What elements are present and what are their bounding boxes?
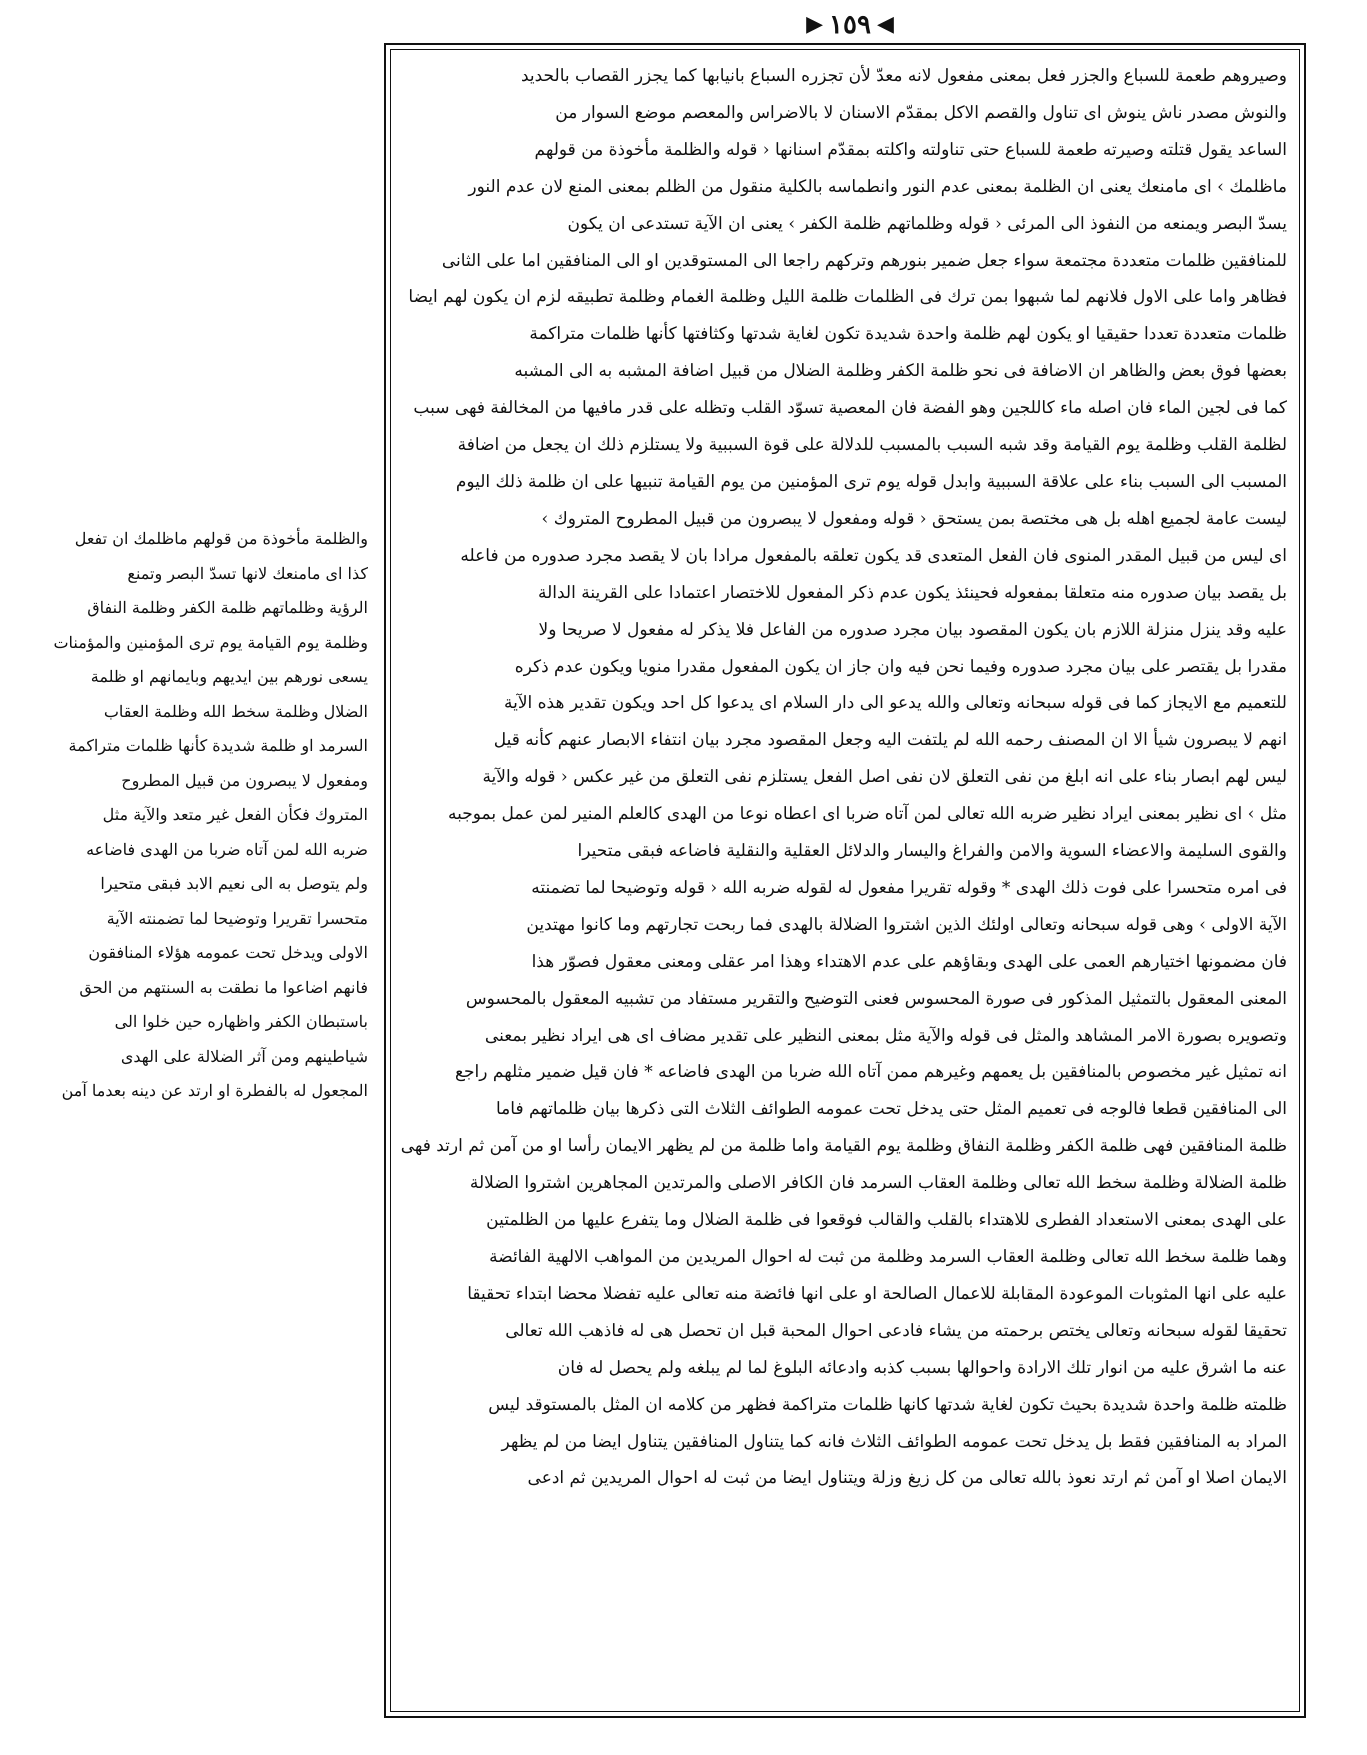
main-text-line: يسدّ البصر ويمنعه من النفوذ الى المرئى ‹ قوله وظلماتهم ظلمة الكفر › يعنى ان الآية تستدعى ان يكون [567, 213, 1287, 234]
margin-gloss [6, 522, 368, 1100]
main-text-line: وصيروهم طعمة للسباع والجزر فعل بمعنى مفعول لانه معدّ لأن تجزره السباع بانيابها كما يجزر القصاب بالحديد [520, 66, 1287, 86]
main-text-frame [384, 43, 1306, 1718]
main-text-line: انهم لا يبصرون شيأ الا ان المصنف رحمه الله لم يلتفت اليه وجعل المقصود مجرد بيان انتفاء الابصار عنهم كأنه قيل [493, 730, 1287, 751]
gloss-line: الضلال وظلمة سخط الله وظلمة العقاب [103, 701, 368, 721]
main-text-line: المراد به المنافقين فقط بل يدخل تحت عمومه الطوائف الثلاث فانه كما يتناول المنافقين يتناول ايضا من لم يظهر [501, 1431, 1287, 1452]
main-text-line: والنوش مصدر ناش ينوش اى تناول والقصم الاكل بمقدّم الاسنان لا بالاضراس والمعصم موضع السوار من [555, 102, 1287, 123]
main-text-line: الآية الاولى › وهى قوله سبحانه وتعالى اولئك الذين اشتروا الضلالة بالهدى فما ربحت تجارتهم وما كانوا مهتدين [526, 914, 1287, 935]
main-text-line: ظلمات متعددة تعددا حقيقيا او يكون لهم ظلمة واحدة شديدة تكون لغاية شدتها وكثافتها كأنها ظلمات متراكمة [529, 324, 1287, 345]
main-text-line: وهما ظلمة سخط الله تعالى وظلمة العقاب السرمد وظلمة من ثبت له احوال المريدين من المواهب الالهية الفائضة [489, 1247, 1287, 1267]
gloss-line: شياطينهم ومن آثر الضلالة على الهدى [120, 1046, 368, 1066]
gloss-line: متحسرا تقريرا وتوضيحا لما تضمنته الآية [106, 908, 368, 928]
main-text-line: مثل › اى نظير بمعنى ايراد نظير ضربه الله تعالى لمن آتاه ضربا اى اعطاه نوعا من الهدى كالعلم المنير لمن عمل بموجبه [447, 804, 1287, 825]
ornament-left-icon: ◀ [876, 12, 894, 37]
main-text-line: كما فى لجين الماء فان اصله ماء كاللجين وهو الفضة فان المعصية تسوّد القلب وتظله على قدر مافيها من المخالفة فهى سبب [413, 398, 1287, 419]
main-text-line: الساعد يقول قتلته وصيرته طعمة للسباع حتى تناولته واكلته بمقدّم اسنانها ‹ قوله والظلمة مأخوذة من قولهم [534, 139, 1287, 160]
gloss-line: السرمد او ظلمة شديدة كأنها ظلمات متراكمة [68, 736, 368, 755]
main-text-line: والقوى السليمة والاعضاء السوية والامن والفراغ واليسار والدلائل العقلية والنقلية فاضاعه فبقى متحيرا [577, 841, 1287, 862]
gloss-line: الرؤية وظلماتهم ظلمة الكفر وظلمة النفاق [87, 598, 368, 617]
main-text-line: ظلمة الضلالة وظلمة سخط الله تعالى وظلمة العقاب السرمد فان الكافر الاصلى والمرتدين المجاهرين اشتروا الضلالة [469, 1173, 1287, 1194]
main-text-line: عليه على انها المثوبات الموعودة المقابلة للاعمال الصالحة او على انها فائضة منه تعالى عليه تفضلا محضا ابتداء تحقيقا [467, 1283, 1287, 1304]
main-text-line: فى امره متحسرا على فوت ذلك الهدى * وقوله تقريرا مفعول له لقوله ضربه الله ‹ قوله وتوضيحا لما تضمنته [531, 877, 1287, 898]
gloss-line: يسعى نورهم بين ايديهم وبايمانهم او ظلمة [90, 667, 368, 686]
main-text-line: وتصويره بصورة الامر المشاهد والمثل فى قوله والآية مثل بمعنى النظير على تقدير مضاف اى هى ايراد نظير بمعنى [484, 1025, 1287, 1046]
gloss-line: وظلمة يوم القيامة يوم ترى المؤمنين والمؤمنات [53, 632, 368, 652]
page-number-header [780, 8, 920, 42]
main-text-line: على الهدى بمعنى الاستعداد الفطرى للاهتداء بالقلب والقالب فوقعوا فى ظلمة الضلال وما يتفرع عليها من الظلمتين [486, 1210, 1287, 1231]
ornament-right-icon: ▶ [806, 12, 824, 37]
main-text-line: المسبب الى السبب بناء على علاقة السببية وابدل قوله يوم ترى المؤمنين من يوم القيامة تنبيها على ان ظلمة ذلك اليوم [455, 471, 1287, 492]
gloss-line: ضربه الله لمن آتاه ضربا من الهدى فاضاعه [86, 839, 368, 859]
main-text-line: فان مضمونها اختيارهم العمى على الهدى وبقاؤهم على عدم الاهتداء وهذا امر عقلى ومعنى معقول فصوّر هذا [531, 951, 1287, 972]
main-text-body [390, 49, 1300, 1712]
gloss-line: الاولى ويدخل تحت عمومه هؤلاء المنافقون [88, 943, 368, 962]
main-text-line: للمنافقين ظلمات متعددة مجتمعة سواء جعل ضمير بنورهم وتركهم راجعا الى المستوقدين او الى المنافقين اما على الثانى [441, 250, 1287, 271]
main-text-line: اى ليس من قبيل المقدر المنوى فان الفعل المتعدى قد يكون تعلقه بالمفعول مرادا بان لا يقصد مجرد صدوره من فاعله [460, 545, 1287, 566]
gloss-line: المتروك فكأن الفعل غير متعد والآية مثل [102, 805, 368, 824]
main-text-line: تحقيقا لقوله سبحانه وتعالى يختص برحمته من يشاء فادعى احوال المحبة قبل ان تحصل هى له فاذهب الله تعالى [505, 1320, 1287, 1341]
gloss-line: باستبطان الكفر واظهاره حين خلوا الى [114, 1012, 368, 1031]
main-text-line: مقدرا بل يقتصر على بيان مجرد صدوره وفيما نحن فيه وان جاز ان يكون المفعول مقدرا منويا ويكون عدم ذكره [514, 656, 1287, 677]
gloss-line: كذا اى مامنعك لانها تسدّ البصر وتمنع [127, 563, 368, 583]
gloss-line: ولم يتوصل به الى نعيم الابد فبقى متحيرا [100, 874, 368, 893]
main-text-line: ظلمته ظلمة واحدة شديدة بحيث تكون لغاية شدتها كانها ظلمات متراكمة فظهر من كلامه ان المثل بالمستوقد ليس [488, 1394, 1287, 1415]
main-text-line: عليه وقد ينزل منزلة اللازم بان يكون المقصود بيان مجرد صدوره من الفاعل فلا يذكر له مفعول لا صريحا ولا [538, 619, 1287, 640]
main-text-line: الايمان اصلا او آمن ثم ارتد نعوذ بالله تعالى من كل زيغ وزلة ويتناول ايضا من ثبت له احوال المريدين ثم ادعى [527, 1468, 1287, 1489]
main-text-line: بعضها فوق بعض والظاهر ان الاضافة فى نحو ظلمة الكفر وظلمة الضلال من قبيل اضافة المشبه به الى المشبه [514, 361, 1287, 382]
main-text-line: ليس لهم ابصار بناء على انه ابلغ من نفى التعلق لان نفى اصل الفعل يستلزم نفى التعلق من غير عكس ‹ قوله والآية [482, 767, 1287, 788]
main-text-line: عنه ما اشرق عليه من انوار تلك الارادة واحوالها بسبب كذبه وادعائه البلوغ لما لم يبلغه ولم يحصل له فان [557, 1357, 1287, 1378]
main-text-line: للتعميم مع الايجاز كما فى قوله سبحانه وتعالى والله يدعو الى دار السلام اى يدعوا كل احد ويكون تقدير هذه الآية [503, 693, 1287, 714]
page-number: ١٥٩ [829, 10, 871, 40]
main-text-line: ظلمة المنافقين فهى ظلمة الكفر وظلمة النفاق وظلمة يوم القيامة واما ظلمة من لم يظهر الايمان رأسا او من آمن ثم ارتد فهى [400, 1136, 1287, 1157]
gloss-line: المجعول له بالفطرة او ارتد عن دينه بعدما آمن [61, 1081, 368, 1100]
main-text-line: انه تمثيل غير مخصوص بالمنافقين بل يعمهم وغيرهم ممن آتاه الله ضربا من الهدى فاضاعه * فان قيل ضمير مثلهم راجع [454, 1062, 1287, 1083]
main-text-line: لظلمة القلب وظلمة يوم القيامة وقد شبه السبب بالمسبب للدلالة على قوة السببية ولا يستلزم ذلك ان يجعل من اضافة [457, 435, 1287, 456]
gloss-line: فانهم اضاعوا ما نطقت به السنتهم من الحق [79, 977, 368, 997]
main-text-line: فظاهر واما على الاول فلانهم لما شبهوا بمن ترك فى الظلمات ظلمة الليل وظلمة الغمام وظلمة تطبيقه لزم ان يكون لهم ايضا [408, 287, 1287, 308]
gloss-line: ومفعول لا يبصرون من قبيل المطروح [121, 770, 368, 790]
main-text-line: الى المنافقين قطعا فالوجه فى تعميم المثل حتى يدخل تحت عمومه الطوائف الثلاث التى ذكرها بيان ظلماتهم فاما [496, 1099, 1287, 1120]
main-text-line: ماظلمك › اى مامنعك يعنى ان الظلمة بمعنى عدم النور وانطماسه بالكلية منقول من الظلم بمعنى المنع لان عدم النور [468, 176, 1287, 197]
main-text-line: المعنى المعقول بالتمثيل المذكور فى صورة المحسوس فعنى التوضيح والتقرير مستفاد من تشبيه المعقول بالمحسوس [465, 988, 1287, 1009]
main-text-line: ليست عامة لجميع اهله بل هى مختصة بمن يستحق ‹ قوله ومفعول لا يبصرون من قبيل المطروح المتروك › [541, 508, 1287, 529]
main-text-line: بل يقصد بيان صدوره منه متعلقا بمفعوله فحينئذ يكون عدم ذكر المفعول للاختصار اعتمادا على القرينة الدالة [537, 582, 1287, 603]
gloss-line: والظلمة مأخوذة من قولهم ماظلمك ان تفعل [74, 529, 368, 548]
